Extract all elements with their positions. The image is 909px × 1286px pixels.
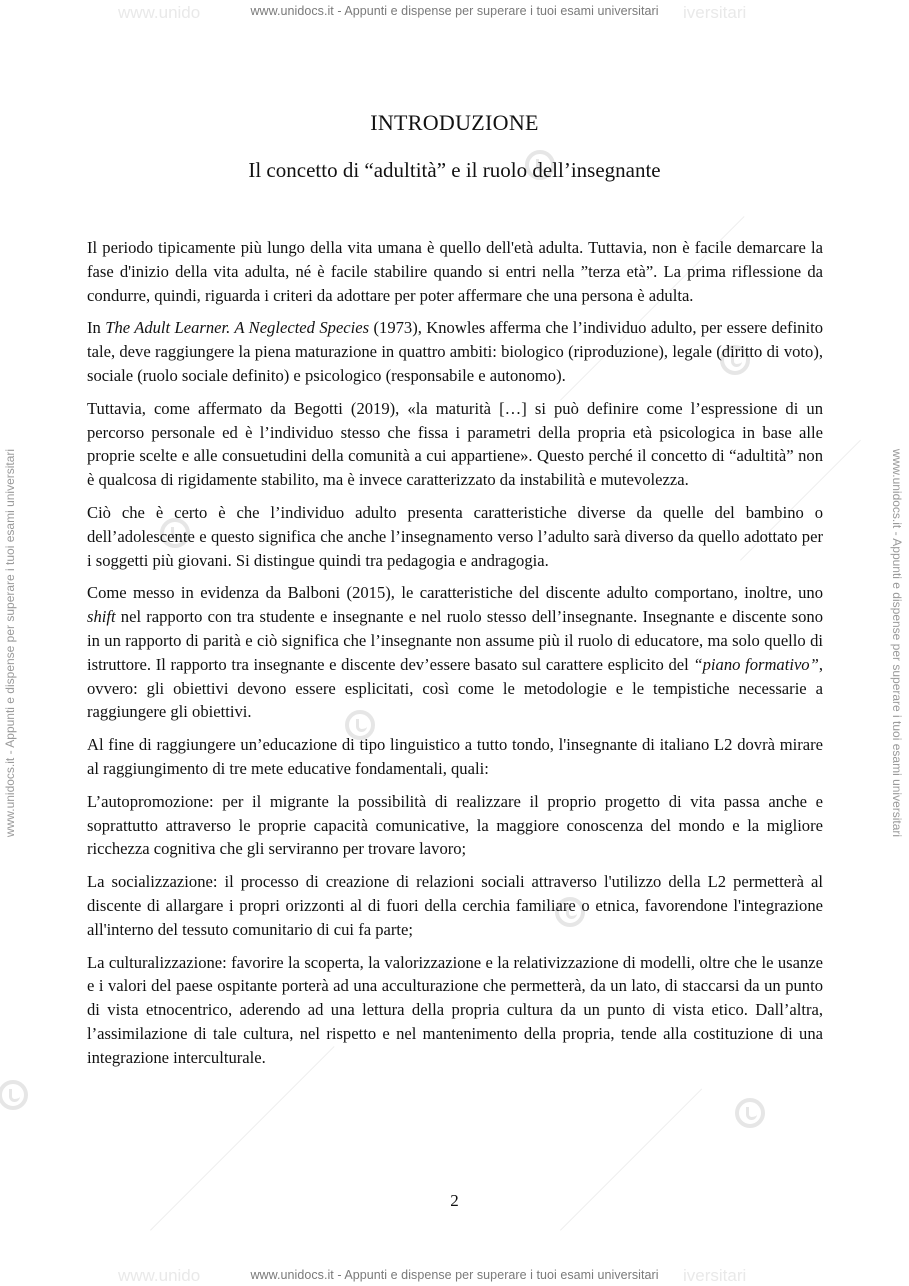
paragraph-5 (87, 581, 823, 724)
watermark-ghost-bottom-right: iversitari (683, 1266, 747, 1285)
paragraph-4: Ciò che è certo è che l’individuo adulto presenta caratteristiche diverse da quelle del bambino o dell’adolescente e questo significa che anche l’insegnamento verso l’adulto sarà diverso da quello adottato per i soggetti più giovani. Si distingue quindi tra pedagogia e andragogia. (87, 502, 823, 570)
paragraph-6: Al fine di raggiungere un’educazione di tipo linguistico a tutto tondo, l'insegnante di italiano L2 dovrà mirare al raggiungimento di tre mete educative fondamentali, quali: (87, 735, 823, 778)
paragraph-3: Tuttavia, come affermato da Begotti (2019), «la maturità […] si può definire come l’espressione di un percorso personale ed è l’individuo stesso che fissa i parametri della propria età psicologica in base alle proprie scelte e alle consuetudini della comunità a cui appartiene». Questo perché il concetto di “adultità” non è qualcosa di rigidamente stabilito, ma è invece caratterizzato da instabilità e mutevolezza. (87, 398, 823, 490)
paragraph-7: L’autopromozione: per il migrante la possibilità di realizzare il proprio progetto di vita passa anche e soprattutto attraverso le proprie capacità comunicative, la maggiore conoscenza del mondo e la migliore ricchezza cognitiva che gli serviranno per trovare lavoro; (87, 791, 823, 859)
watermark-header: www.unidocs.it - Appunti e dispense per superare i tuoi esami universitari (250, 4, 659, 18)
piano-formativo-term: “piano formativo” (693, 654, 819, 674)
paragraph-2-text: (1973), Knowles afferma che l’individuo adulto, per essere definito tale, deve raggiungere la piena maturazione in quattro ambiti: biologico (riproduzione), legale (diritto di voto), sociale (ruolo sociale definito) e psicologico (responsabile e autonomo). (87, 318, 823, 385)
watermark-footer: www.unidocs.it - Appunti e dispense per superare i tuoi esami universitari (250, 1268, 659, 1282)
paragraph-9: La culturalizzazione: favorire la scoperta, la valorizzazione e la relativizzazione di modelli, oltre che le usanze e i valori del paese ospitante porterà ad una acculturazione che permetterà, da un lato, di staccarsi da un punto di vista etnocentrico, aderendo ad una lettura della propria cultura da un punto di vista etico. Dall’altra, l’assimilazione di tale cultura, nel rispetto e nel mantenimento della propria, tende alla costituzione di una integrazione interculturale. (87, 952, 823, 1067)
watermark-logo-icon (0, 1080, 28, 1110)
paragraph-1: Il periodo tipicamente più lungo della vita umana è quello dell'età adulta. Tuttavia, non è facile demarcare la fase d'inizio della vita adulta, né è facile stabilire quando si entri nella ”terza età”. La prima riflessione da condurre, quindi, riguarda i criteri da adottare per poter affermare che una persona è adulta. (87, 238, 823, 305)
book-title: The Adult Learner. A Neglected Species (105, 318, 370, 338)
watermark-logo-icon (735, 1098, 765, 1128)
page-number: 2 (450, 1191, 459, 1210)
watermark-ghost-top-right: iversitari (683, 3, 747, 22)
paragraph-5-text: nel rapporto con tra studente e insegnante e nel ruolo stesso dell’insegnante. Insegnante e discente sono in un rapporto di parità e ciò significa che l’insegnante non assume più il ruolo di educatore, ma solo quello di istruttore. Il rapporto tra insegnante e discente dev’essere basato sul carattere esplicito del (87, 607, 823, 674)
document-body (87, 236, 823, 1079)
paragraph-8: La socializzazione: il processo di creazione di relazioni sociali attraverso l'utilizzo della L2 permetterà al discente di allargare i propri orizzonti al di fuori della cerchia familiare o etnica, favorendone l'integrazione all'interno del tessuto comunitario di cui fa parte; (87, 872, 823, 939)
watermark-ghost-bottom-left: www.unido (118, 1266, 201, 1285)
watermark-ghost-top-left: www.unido (118, 3, 201, 22)
watermark-side-left: www.unidocs.it - Appunti e dispense per superare i tuoi esami universitari (3, 448, 17, 838)
page-title: INTRODUZIONE (370, 110, 539, 135)
watermark-side-right: www.unidocs.it - Appunti e dispense per superare i tuoi esami universitari (890, 448, 904, 838)
paragraph-5-suffix: , ovvero: gli obiettivi devono essere esplicitati, così come le metodologie e le tempistiche necessarie a raggiungere gli obiettivi. (87, 654, 823, 722)
shift-term: shift (87, 607, 116, 627)
page-subtitle: Il concetto di “adultità” e il ruolo dell’insegnante (248, 158, 661, 182)
paragraph-2 (87, 316, 823, 387)
paragraph-2-prefix: In (87, 318, 106, 338)
paragraph-5-prefix: Come messo in evidenza da Balboni (2015), le caratteristiche del discente adulto comportano, inoltre, uno (87, 583, 823, 603)
